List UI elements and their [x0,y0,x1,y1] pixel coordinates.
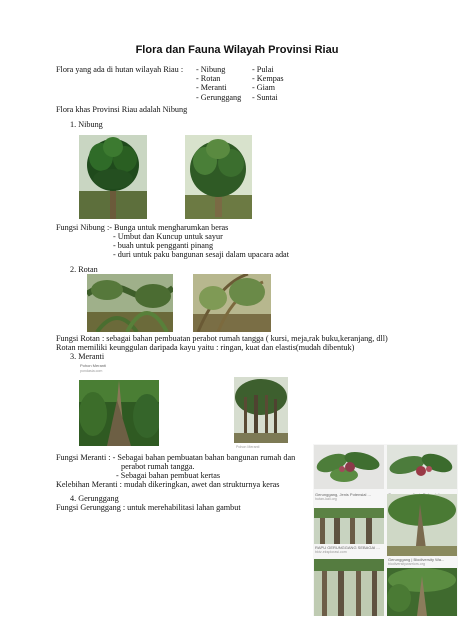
flora-item: - Rotan [196,74,221,84]
search-result-title[interactable]: Gerunggang | Biodiversity Wa... [388,557,445,562]
flora-item: - Kempas [252,74,284,84]
flora-item: - Pulai [252,65,274,74]
flora-list-col2 [252,65,284,102]
rotan-photo-2 [193,274,271,332]
search-result-image[interactable] [387,445,457,489]
flora-item: - Giam [252,83,275,93]
nibung-heading: 1. Nibung [70,120,103,129]
flora-list-col1 [196,65,241,102]
nibung-fungsi-line: Fungsi Nibung :- Bunga untuk mengharumkan beras [56,223,229,232]
flora-item: - Nibung [196,65,226,74]
search-result-source: bktv-eksplorasi.com [315,550,347,554]
search-result-source: biodiversitywarriors.org [388,562,425,566]
search-result-image[interactable] [387,568,457,616]
meranti-image-2-caption: Pohon Meranti [236,445,260,449]
rotan-heading: 2. Rotan [70,265,98,274]
meranti-fungsi-line: perabot rumah tangga. [121,462,195,471]
intro-label: Flora yang ada di hutan wilayah Riau : [56,65,184,74]
gerunggang-heading: 4. Gerunggang [70,494,119,503]
nibung-fungsi-line: - Umbut dan Kuncup untuk sayur [113,232,223,241]
meranti-kelebihan: Kelebihan Meranti : mudah dikeringkan, awet dan strukturnya keras [56,480,280,489]
meranti-image-source: pondasia.com [80,369,103,373]
search-result-source: hutan-kali.org [315,497,337,501]
meranti-heading: 3. Meranti [70,352,105,361]
rotan-photo-1 [87,274,173,332]
flora-item: - Suntai [252,92,278,102]
image-search-results [313,444,458,616]
page-title: Flora dan Fauna Wilayah Provinsi Riau [135,44,339,56]
nibung-fungsi-line: - duri untuk paku bangunan sesaji dalam upacara adat [113,250,289,259]
rotan-fungsi: Fungsi Rotan : sebagai bahan pembuatan perabot rumah tangga ( kursi, meja,rak buku,keranjang, dll) [56,334,388,343]
nibung-photo-1 [79,135,147,219]
search-result-title[interactable]: RAPU GERUNGGANG SEBAGAI ... [315,545,380,550]
meranti-photo-1 [79,380,159,446]
search-result-image[interactable] [314,508,384,544]
meranti-fungsi-line: Fungsi Meranti : - Sebagai bahan pembuatan bahan bangunan rumah dan [56,453,296,462]
flora-item: - Meranti [196,83,227,93]
meranti-fungsi-line: - Sebagai bahan pembuat kertas [116,471,221,480]
flora-khas-text: Flora khas Provinsi Riau adalah Nibung [56,105,188,114]
nibung-photo-2 [185,135,252,219]
meranti-image-caption: Pohon Meranti [80,363,107,368]
search-result-image[interactable] [314,559,384,616]
flora-item: - Gerunggang [196,92,242,102]
nibung-fungsi-line: - buah untuk pengganti pinang [113,241,214,250]
search-result-image[interactable] [314,445,384,489]
gerunggang-fungsi: Fungsi Gerunggang : untuk merehabilitasi lahan gambut [56,503,241,512]
search-result-image[interactable] [387,494,457,556]
rotan-kelebihan: Rotan memiliki keunggulan daripada kayu yaitu : ringan, kuat dan elastis(mudah dibentuk) [56,343,355,352]
meranti-photo-2 [234,377,288,443]
search-result-title[interactable]: Gerunggang, Jenis Potensial ... [315,492,371,497]
